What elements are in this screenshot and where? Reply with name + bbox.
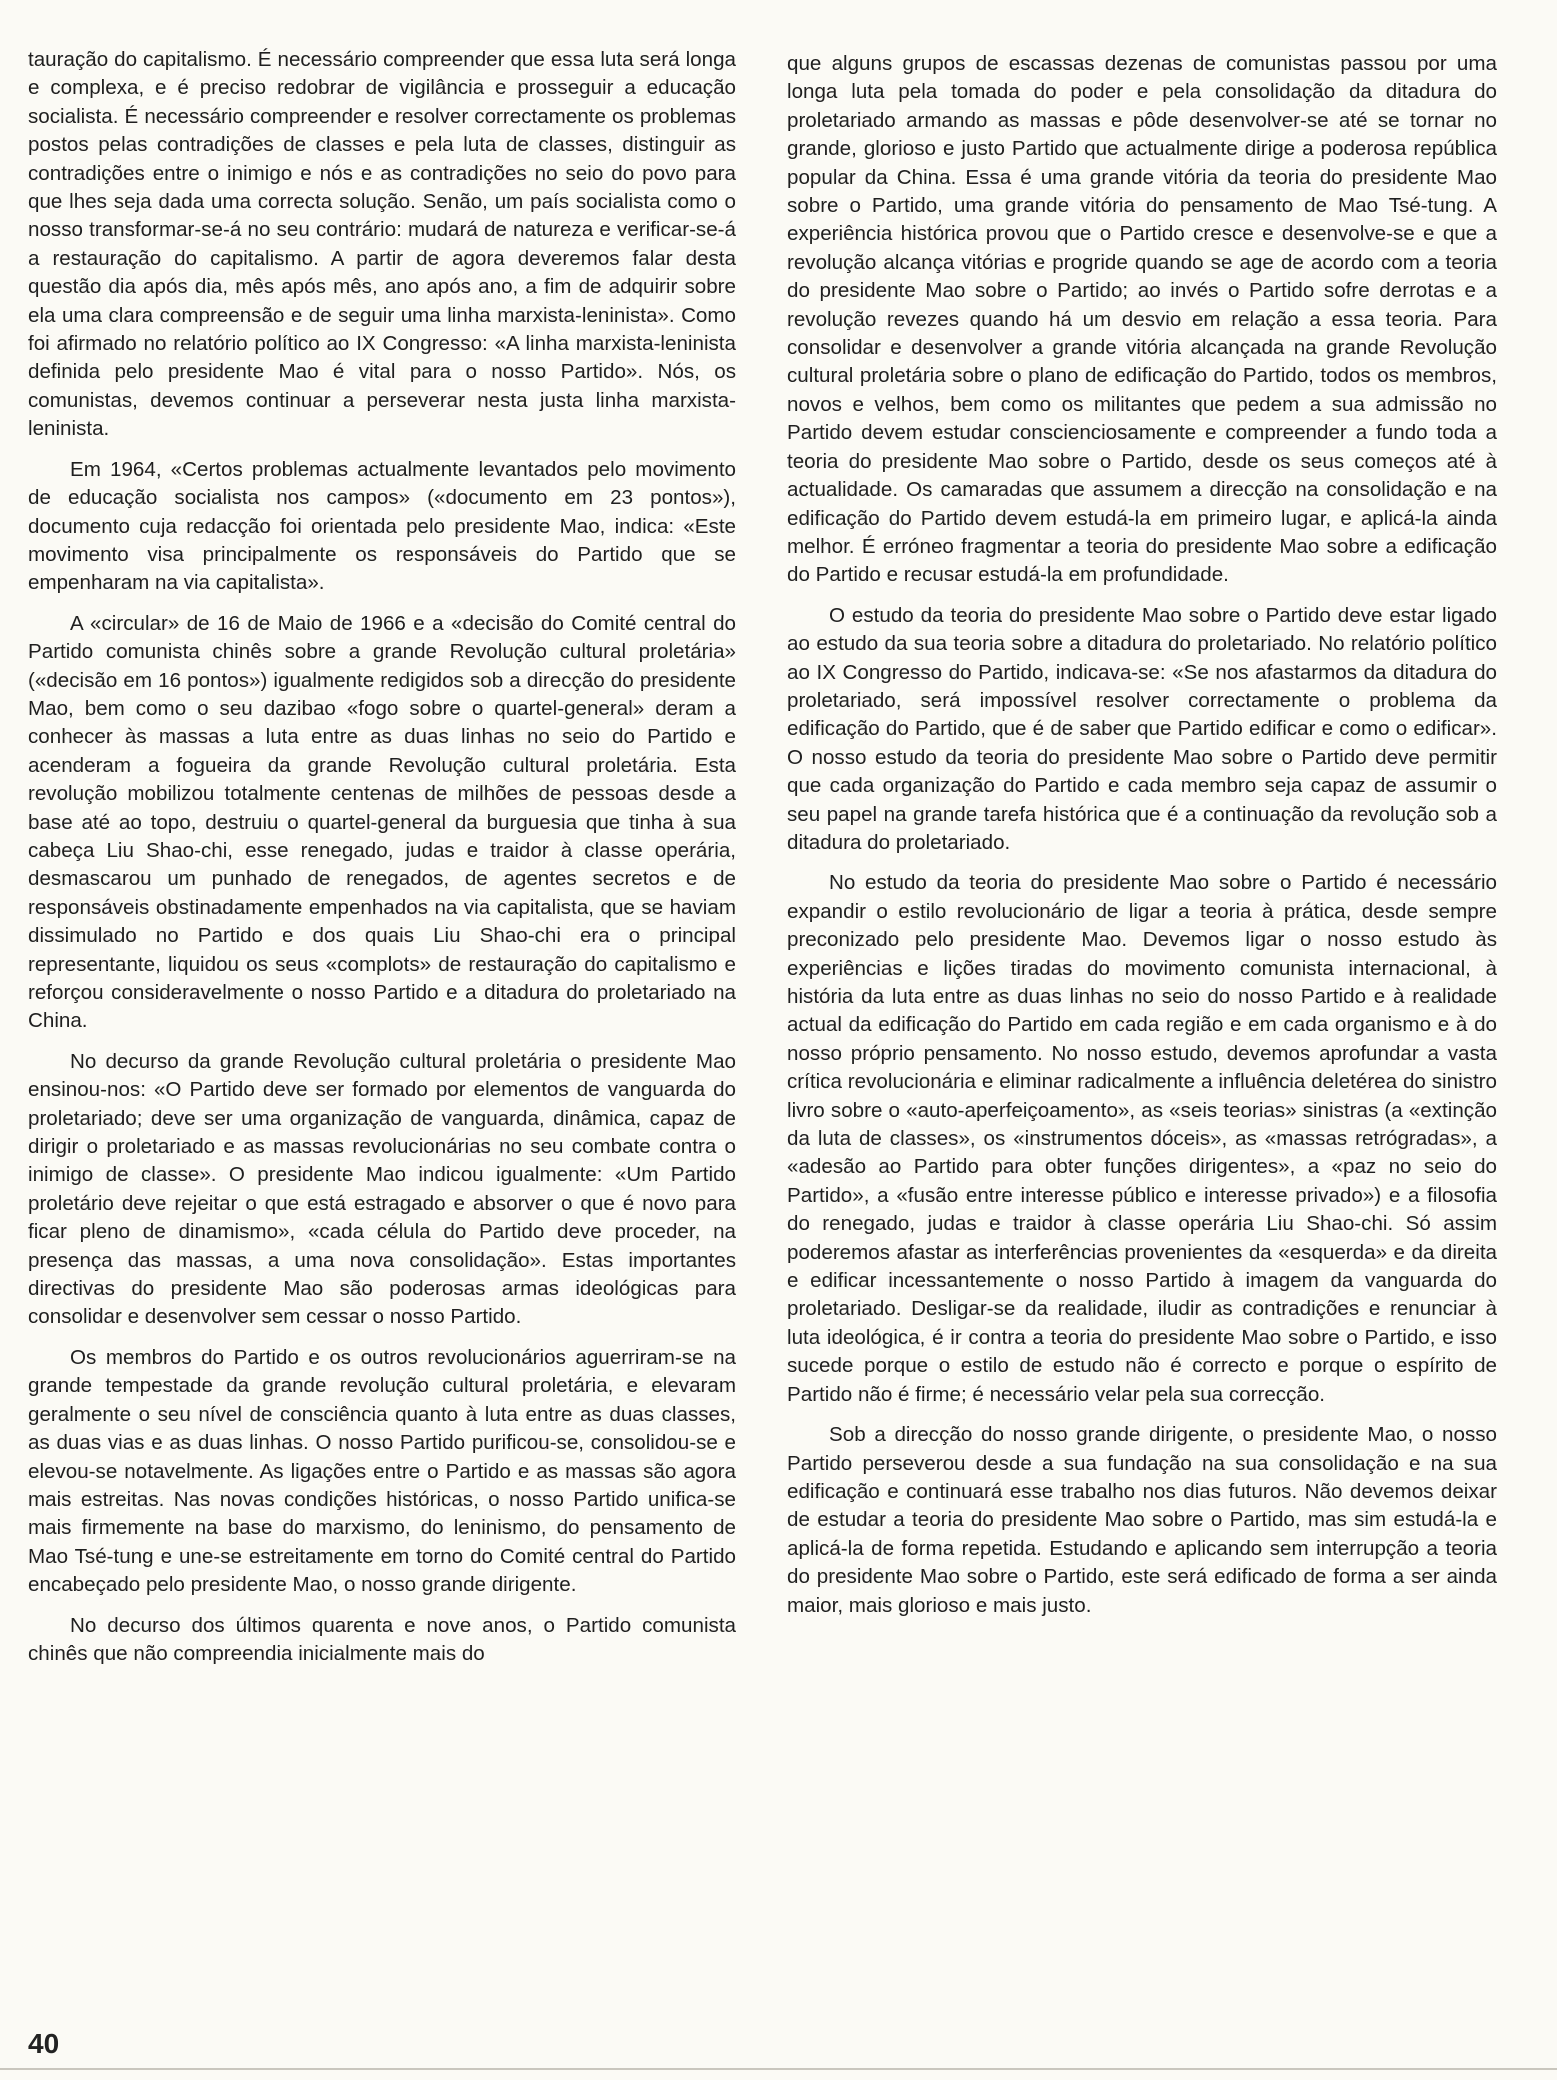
paragraph: tauração do capitalismo. É necessário compreender que essa luta será longa e complexa, e é preciso redobrar de vigilância e prosseguir a educação socialista. É necessário compreender e resolver correctamente os problemas postos pelas contradições de classes e pela luta de classes, distinguir as contradições entre o inimigo e nós e as contradições no seio do povo para que lhes seja dada uma correcta solução. Senão, um país socialista como o nosso transformar-se-á no seu contrário: mudará de natureza e verificar-se-á a restauração do capitalismo. A partir de agora deveremos falar desta questão dia após dia, mês após mês, ano após ano, a fim de adquirir sobre ela uma clara compreensão e de seguir uma linha marxista-leninista». Como foi afirmado no relatório político ao IX Congresso: «A linha marxista-leninista definida pelo presidente Mao é vital para o nosso Partido». Nós, os comunistas, devemos continuar a perseverar nesta justa linha marxista-leninista. [28, 48, 736, 441]
paragraph: Em 1964, «Certos problemas actualmente levantados pelo movimento de educação socialista nos campos» («documento em 23 pontos»), documento cuja redacção foi orientada pelo presidente Mao, indica: «Este movimento visa principalmente os responsáveis do Partido que se empenharam na via capitalista». [28, 457, 736, 595]
paragraph: No decurso da grande Revolução cultural proletária o presidente Mao ensinou-nos: «O Partido deve ser formado por elementos de vanguarda do proletariado; deve ser uma organização de vanguarda, dinâmica, capaz de dirigir o proletariado e as massas revolucionárias no seu combate contra o inimigo de classe». O presidente Mao indicou igualmente: «Um Partido proletário deve rejeitar o que está estragado e absorver o que é novo para ficar pleno de dinamismo», «cada célula do Partido deve proceder, na presença das massas, a uma nova consolidação». Estas importantes directivas do presidente Mao são poderosas armas ideológicas para consolidar e desenvolver sem cessar o nosso Partido. [28, 1049, 736, 1329]
paragraph: Sob a direcção do nosso grande dirigente, o presidente Mao, o nosso Partido perseverou desde a sua fundação na sua consolidação e na sua edificação e continuará esse trabalho nos dias futuros. Não devemos deixar de estudar a teoria do presidente Mao sobre o Partido, mas sim estudá-la e aplicá-la de forma repetida. Estudando e aplicando sem interrupção a teoria do presidente Mao sobre o Partido, este será edificado de forma a ser ainda maior, mais glorioso e mais justo. [787, 1423, 1497, 1617]
page-number: 40 [28, 2028, 60, 2059]
left-text-column [28, 46, 736, 1680]
paragraph: Os membros do Partido e os outros revolucionários aguerriram-se na grande tempestade da grande revolução cultural proletária, e elevaram geralmente o seu nível de consciência quanto à luta entre as duas classes, as duas vias e as duas linhas. O nosso Partido purificou-se, consolidou-se e elevou-se notavelmente. As ligações entre o Partido e as massas são agora mais estreitas. Nas novas condições históricas, o nosso Partido unifica-se mais firmemente na base do marxismo, do leninismo, do pensamento de Mao Tsé-tung e une-se estreitamente em torno do Comité central do Partido encabeçado pelo presidente Mao, o nosso grande dirigente. [28, 1345, 736, 1597]
paragraph: O estudo da teoria do presidente Mao sobre o Partido deve estar ligado ao estudo da sua teoria sobre a ditadura do proletariado. No relatório político ao IX Congresso do Partido, indicava-se: «Se nos afastarmos da ditadura do proletariado, será impossível resolver correctamente o problema da edificação do Partido, que é de saber que Partido edificar e como o edificar». O nosso estudo da teoria do presidente Mao sobre o Partido deve permitir que cada organização do Partido e cada membro seja capaz de assumir o seu papel na grande tarefa histórica que é a continuação da revolução sob a ditadura do proletariado. [787, 603, 1497, 854]
footer-divider [0, 2068, 1557, 2070]
paragraph: A «circular» de 16 de Maio de 1966 e a «decisão do Comité central do Partido comunista chinês sobre a grande Revolução cultural proletária» («decisão em 16 pontos») igualmente redigidos sob a direcção do presidente Mao, bem como o seu dazibao «fogo sobre o quartel-general» deram a conhecer às massas a luta entre as duas linhas no seio do Partido e acenderam a fogueira da grande Revolução cultural proletária. Esta revolução mobilizou totalmente centenas de milhões de pessoas desde a base até ao topo, destruiu o quartel-general da burguesia que tinha à sua cabeça Liu Shao-chi, esse renegado, judas e traidor à classe operária, desmascarou um punhado de renegados, de agentes secretos e de responsáveis obstinadamente empenhados na via capitalista, que se haviam dissimulado no Partido e dos quais Liu Shao-chi era o principal representante, liquidou os seus «complots» de restauração do capitalismo e reforçou consideravelmente o nosso Partido e a ditadura do proletariado na China. [28, 611, 736, 1033]
right-text-column [787, 50, 1497, 1632]
paragraph: que alguns grupos de escassas dezenas de comunistas passou por uma longa luta pela tomada do poder e pela consolidação da ditadura do proletariado armando as massas e pôde desenvolver-se até se tornar no grande, glorioso e justo Partido que actualmente dirige a poderosa república popular da China. Essa é uma grande vitória da teoria do presidente Mao sobre o Partido, uma grande vitória do pensamento de Mao Tsé-tung. A experiência histórica provou que o Partido cresce e desenvolve-se e que a revolução alcança vitórias e progride quando se age de acordo com a teoria do presidente Mao sobre o Partido; ao invés o Partido sofre derrotas e a revolução revezes quando há um desvio em relação a essa teoria. Para consolidar e desenvolver a grande vitória alcançada na grande Revolução cultural proletária sobre o plano de edificação do Partido, todos os membros, novos e velhos, bem como os militantes que pedem a sua admissão no Partido devem estudar conscienciosamente e compreender a fundo toda a teoria do presidente Mao sobre o Partido, desde os seus começos até à actualidade. Os camaradas que assumem a direcção na consolidação e na edificação do Partido devem estudá-la em primeiro lugar, e aplicá-la ainda melhor. É erróneo fragmentar a teoria do presidente Mao sobre a edificação do Partido e recusar estudá-la em profundidade. [787, 52, 1497, 587]
paragraph: No estudo da teoria do presidente Mao sobre o Partido é necessário expandir o estilo revolucionário de ligar a teoria à prática, desde sempre preconizado pelo presidente Mao. Devemos ligar o nosso estudo às experiências e lições tiradas do movimento comunista internacional, à história da luta entre as duas linhas no seio do nosso Partido e à realidade actual da edificação do Partido em cada região e em cada organismo e à do nosso próprio pensamento. No nosso estudo, devemos aprofundar a vasta crítica revolucionária e eliminar radicalmente a influência deletérea do sinistro livro sobre o «auto-aperfeiçoamento», as «seis teorias» sinistras (a «extinção da luta de classes», os «instrumentos dóceis», as «massas retrógradas», a «adesão ao Partido para obter funções dirigentes», a «paz no seio do Partido», a «fusão entre interesse público e interesse privado») e a filosofia do renegado, judas e traidor à classe operária Liu Shao-chi. Só assim poderemos afastar as interferências provenientes da «esquerda» e da direita e edificar incessantemente o nosso Partido à imagem da vanguarda do proletariado. Desligar-se da realidade, iludir as contradições e renunciar à luta ideológica, é ir contra a teoria do presidente Mao sobre o Partido, e isso sucede porque o estilo de estudo não é correcto e porque o espírito de Partido não é firme; é necessário velar pela sua correcção. [787, 871, 1497, 1406]
paragraph: No decurso dos últimos quarenta e nove anos, o Partido comunista chinês que não compreendia inicialmente mais do [28, 1613, 736, 1665]
